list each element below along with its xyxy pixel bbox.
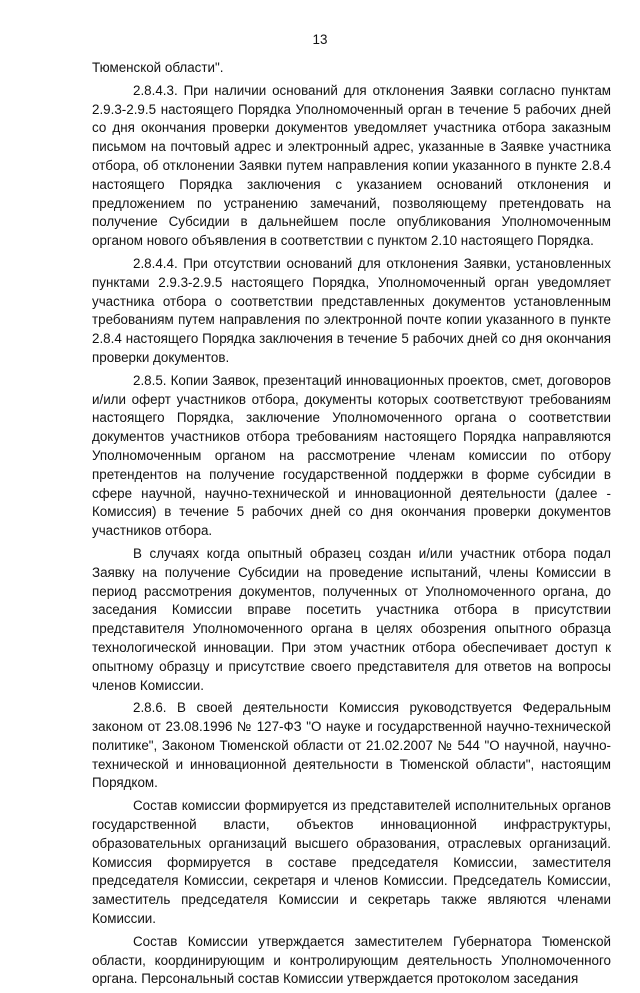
paragraph-2-8-4-3: 2.8.4.3. При наличии оснований для отклонения Заявки согласно пунктам 2.9.3-2.9.5 настоящего Порядка Уполномоченный орган в течение 5 рабочих дней со дня окончания проверки документов уведомляет участника отбора заказным письмом на почтовый адрес и электронный адрес, указанные в Заявке участника отбора, об отклонении Заявки путем направления копии указанного в пункте 2.8.4 настоящего Порядка заключения с указанием оснований отклонения и предложением по устранению замечаний, позволяющему претендовать на получение Субсидии в дальнейшем после опубликования Уполномоченным органом нового объявления в соответствии с пунктом 2.10 настоящего Порядка. (92, 82, 611, 249)
paragraph-commission-approval: Состав Комиссии утверждается заместителем Губернатора Тюменской области, координирующим и контролирующим деятельность Уполномоченного органа. Персональный состав Комиссии утверждается протоколом заседания (92, 933, 611, 987)
paragraph-2-8-5: 2.8.5. Копии Заявок, презентаций инновационных проектов, смет, договоров и/или оферт участников отбора, документы которых соответствуют требованиям настоящего Порядка, заключение Уполномоченного органа о соответствии документов участников отбора требованиям настоящего Порядка направляются Уполномоченным органом на рассмотрение членам комиссии по отбору претендентов на получение государственной поддержки в форме субсидии в сфере научной, научно-технической и инновационной деятельности (далее - Комиссия) в течение 5 рабочих дней со дня окончания проверки документов участников отбора. (92, 372, 611, 539)
paragraph-commission-composition: Состав комиссии формируется из представителей исполнительных органов государственной власти, объектов инновационной инфраструктуры, образовательных организаций высшего образования, отраслевых организаций. Комиссия формируется в составе председателя Комиссии, заместителя председателя Комиссии, секретаря и членов Комиссии. Председатель Комиссии, заместитель председателя Комиссии и секретарь также являются членами Комиссии. (92, 798, 611, 927)
paragraph-2-8-4-4: 2.8.4.4. При отсутствии оснований для отклонения Заявки, установленных пунктами 2.9.3-2.9.5 настоящего Порядка, Уполномоченный орган уведомляет участника отбора о соответствии представленных документов установленным требованиям путем направления по электронной почте копии указанного в пункте 2.8.4 настоящего Порядка заключения в течение 5 рабочих дней со дня окончания проверки документов. (92, 255, 611, 365)
paragraph-2-8-6: 2.8.6. В своей деятельности Комиссия руководствуется Федеральным законом от 23.08.1996 № 127-ФЗ "О науке и государственной научно-технической политике", Законом Тюменской области от 21.02.2007 № 544 "О научной, научно-технической и инновационной деятельности в Тюменской области", настоящим Порядком. (92, 700, 611, 791)
paragraph-continuation: Тюменской области". (92, 60, 224, 75)
document-body (92, 59, 611, 993)
paragraph-prototype-inspection: В случаях когда опытный образец создан и/или участник отбора подал Заявку на получение Субсидии на проведение испытаний, члены Комиссии в период рассмотрения документов, полученных от Уполномоченного органа, до заседания Комиссии вправе посетить участника отбора в присутствии представителя Уполномоченного органа в целях обозрения опытного образца технологической инновации. При этом участник отбора обеспечивает доступ к опытному образцу и присутствие своего представителя для ответов на вопросы членов Комиссии. (92, 545, 611, 693)
page-number: 13 (312, 32, 328, 47)
